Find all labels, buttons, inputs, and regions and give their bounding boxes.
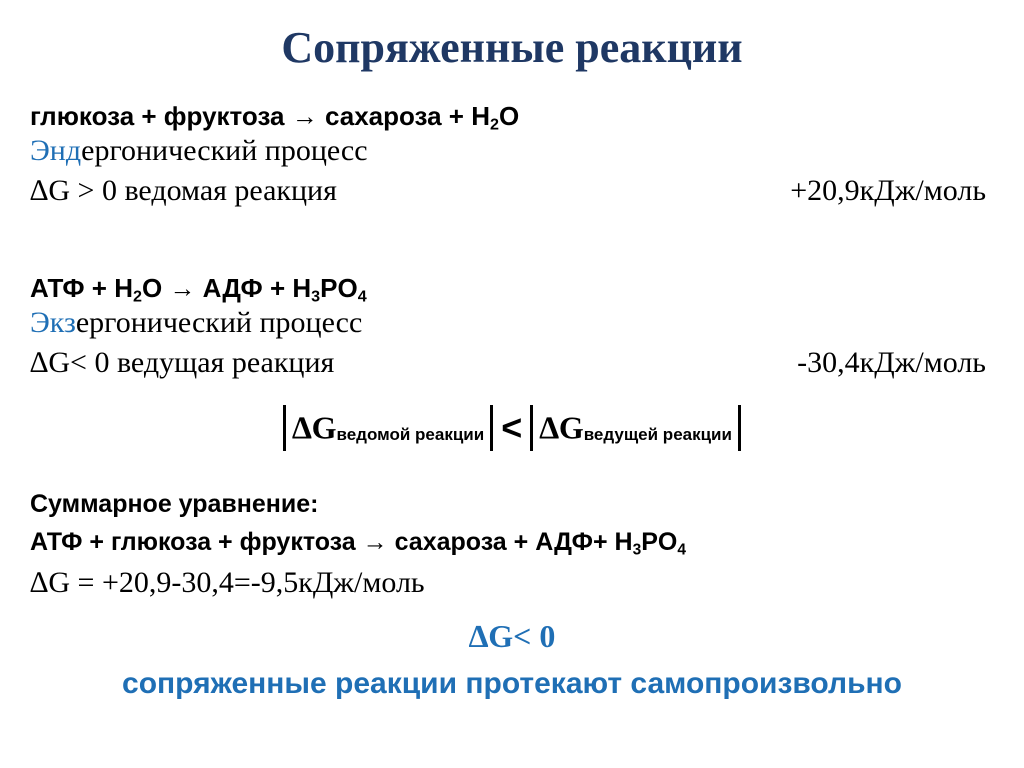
reaction-2-part-1: АТФ + H [30, 273, 133, 303]
delta-g-driven: ∆G [292, 409, 337, 446]
abs-bar [738, 405, 741, 451]
summary-part-1: АТФ + глюкоза + фруктоза → сахароза + АДФ+ H [30, 528, 633, 556]
reaction-1-delta-g: ∆G > 0 ведомая реакция [30, 174, 337, 207]
summary-calculation: ∆G = +20,9-30,4=-9,5кДж/моль [30, 566, 425, 599]
delta-g-comparison [0, 405, 1024, 451]
reaction-2-part-2: O → АДФ + H [141, 273, 312, 303]
summary-heading: Суммарное уравнение: [30, 490, 319, 518]
reaction-2-type [30, 306, 362, 340]
reaction-2-sub-3: 4 [357, 287, 367, 306]
reaction-1-equation-end: O [498, 101, 520, 131]
reaction-2-delta-g: ∆G< 0 ведущая реакция [30, 346, 335, 379]
slide-title: Сопряженные реакции [281, 23, 743, 72]
reaction-1-equation-text: глюкоза + фруктоза → сахароза + H [30, 101, 490, 131]
delta-g-driving: ∆G [539, 409, 584, 446]
reaction-1-equation [30, 101, 519, 132]
conclusion-text: сопряженные реакции протекают самопроизвольно [122, 667, 902, 700]
reaction-1-subscript: 2 [490, 115, 499, 134]
reaction-1-type-prefix: Энд [30, 134, 82, 167]
reaction-1-type [30, 134, 368, 168]
reaction-2-sub-1: 2 [132, 287, 142, 306]
reaction-1-energy: +20,9кДж/моль [790, 174, 986, 207]
reaction-1-type-rest: ергонический процесс [81, 134, 368, 167]
summary-sub-1: 3 [632, 541, 642, 559]
summary-part-2: PO [641, 528, 678, 556]
summary-equation [30, 528, 686, 557]
reaction-2-type-rest: ергонический процесс [75, 306, 363, 339]
summary-sub-2: 4 [677, 541, 686, 559]
less-than-sign: < [501, 407, 523, 448]
reaction-2-part-3: PO [320, 273, 358, 303]
conclusion-delta-g: ∆G< 0 [468, 618, 556, 654]
delta-g-driving-sub: ведущей реакции [583, 425, 732, 445]
reaction-2-sub-2: 3 [311, 287, 321, 306]
abs-bar [530, 405, 533, 451]
abs-bar [283, 405, 286, 451]
reaction-2-energy: -30,4кДж/моль [797, 346, 986, 379]
abs-bar [490, 405, 493, 451]
reaction-2-equation [30, 273, 367, 304]
delta-g-driven-sub: ведомой реакции [336, 425, 485, 445]
reaction-2-type-prefix: Экз [30, 306, 76, 339]
